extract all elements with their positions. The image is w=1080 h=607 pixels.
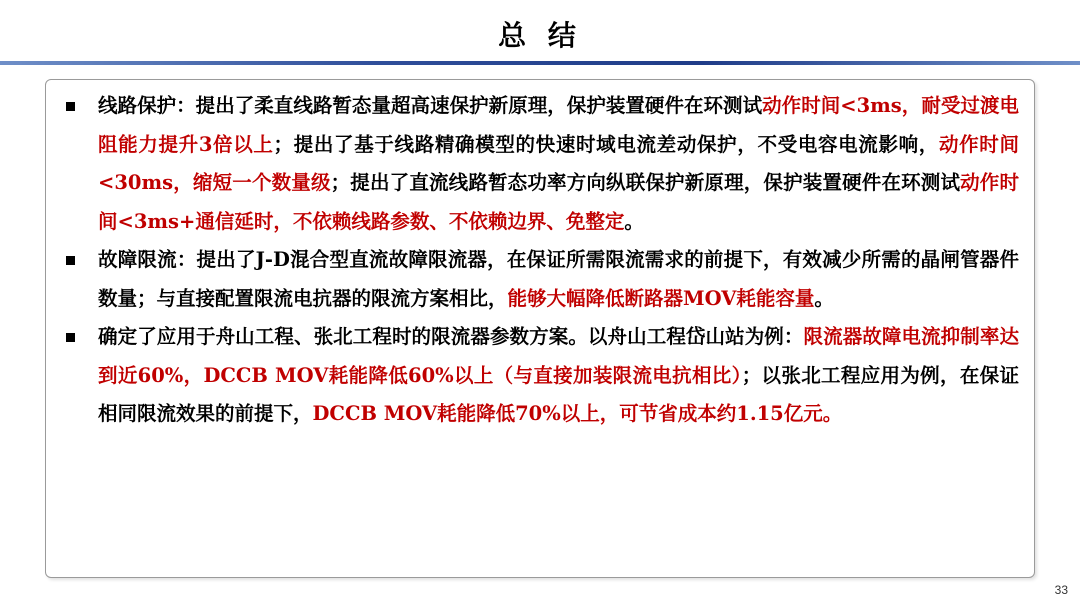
text-segment: 确定了应用于舟山工程、张北工程时的限流器参数方案。以舟山工程岱山站为例： xyxy=(98,325,804,348)
highlight-segment: 动作时间<30ms，缩短一个数量级 xyxy=(98,132,1019,194)
text-segment: 。 xyxy=(814,286,834,310)
bullet-text xyxy=(98,325,1019,425)
title-divider xyxy=(0,61,1080,65)
bullet-item-limiter-parameters xyxy=(64,318,1019,434)
text-segment: 线路保护：提出了柔直线路暂态量超高速保护新原理，保护装置硬件在环测试 xyxy=(98,94,763,117)
bullet-item-line-protection xyxy=(64,87,1019,241)
highlight-segment: 动作时间<3ms，耐受过渡电阻能力提升3倍以上 xyxy=(98,94,1019,156)
text-segment: ；提出了基于线路精确模型的快速时域电流差动保护，不受电容电流影响， xyxy=(273,132,939,156)
text-segment: ；提出了直流线路暂态功率方向纵联保护新原理，保护装置硬件在环测试 xyxy=(330,171,961,194)
text-segment: 。 xyxy=(624,209,644,233)
square-bullet-icon xyxy=(66,333,75,342)
highlight-segment: 动作时间<3ms+通信延时，不依赖线路参数、不依赖边界、免整定 xyxy=(98,171,1019,233)
square-bullet-icon xyxy=(66,102,75,111)
highlight-segment: 能够大幅降低断路器MOV耗能容量 xyxy=(507,286,815,310)
text-segment: ；以张北工程应用为例，在保证相同限流效果的前提下， xyxy=(98,363,1019,425)
summary-bullet-list xyxy=(64,87,1019,434)
bullet-text xyxy=(98,94,1019,233)
highlight-segment: DCCB MOV耗能降低70%以上，可节省成本约1.15亿元。 xyxy=(312,402,843,425)
text-segment: 故障限流：提出了J-D混合型直流故障限流器，在保证所需限流需求的前提下，有效减少所需的晶闸管器件数量；与直接配置限流电抗器的限流方案相比， xyxy=(98,248,1019,310)
slide-title: 总 结 xyxy=(498,19,582,52)
bullet-item-fault-current-limiting xyxy=(64,241,1019,318)
square-bullet-icon xyxy=(66,256,75,265)
page-number: 33 xyxy=(1054,583,1068,597)
highlight-segment: 限流器故障电流抑制率达到近60%，DCCB MOV耗能降低60%以上（与直接加装限流电抗相比） xyxy=(98,325,1019,387)
bullet-text xyxy=(98,248,1019,310)
